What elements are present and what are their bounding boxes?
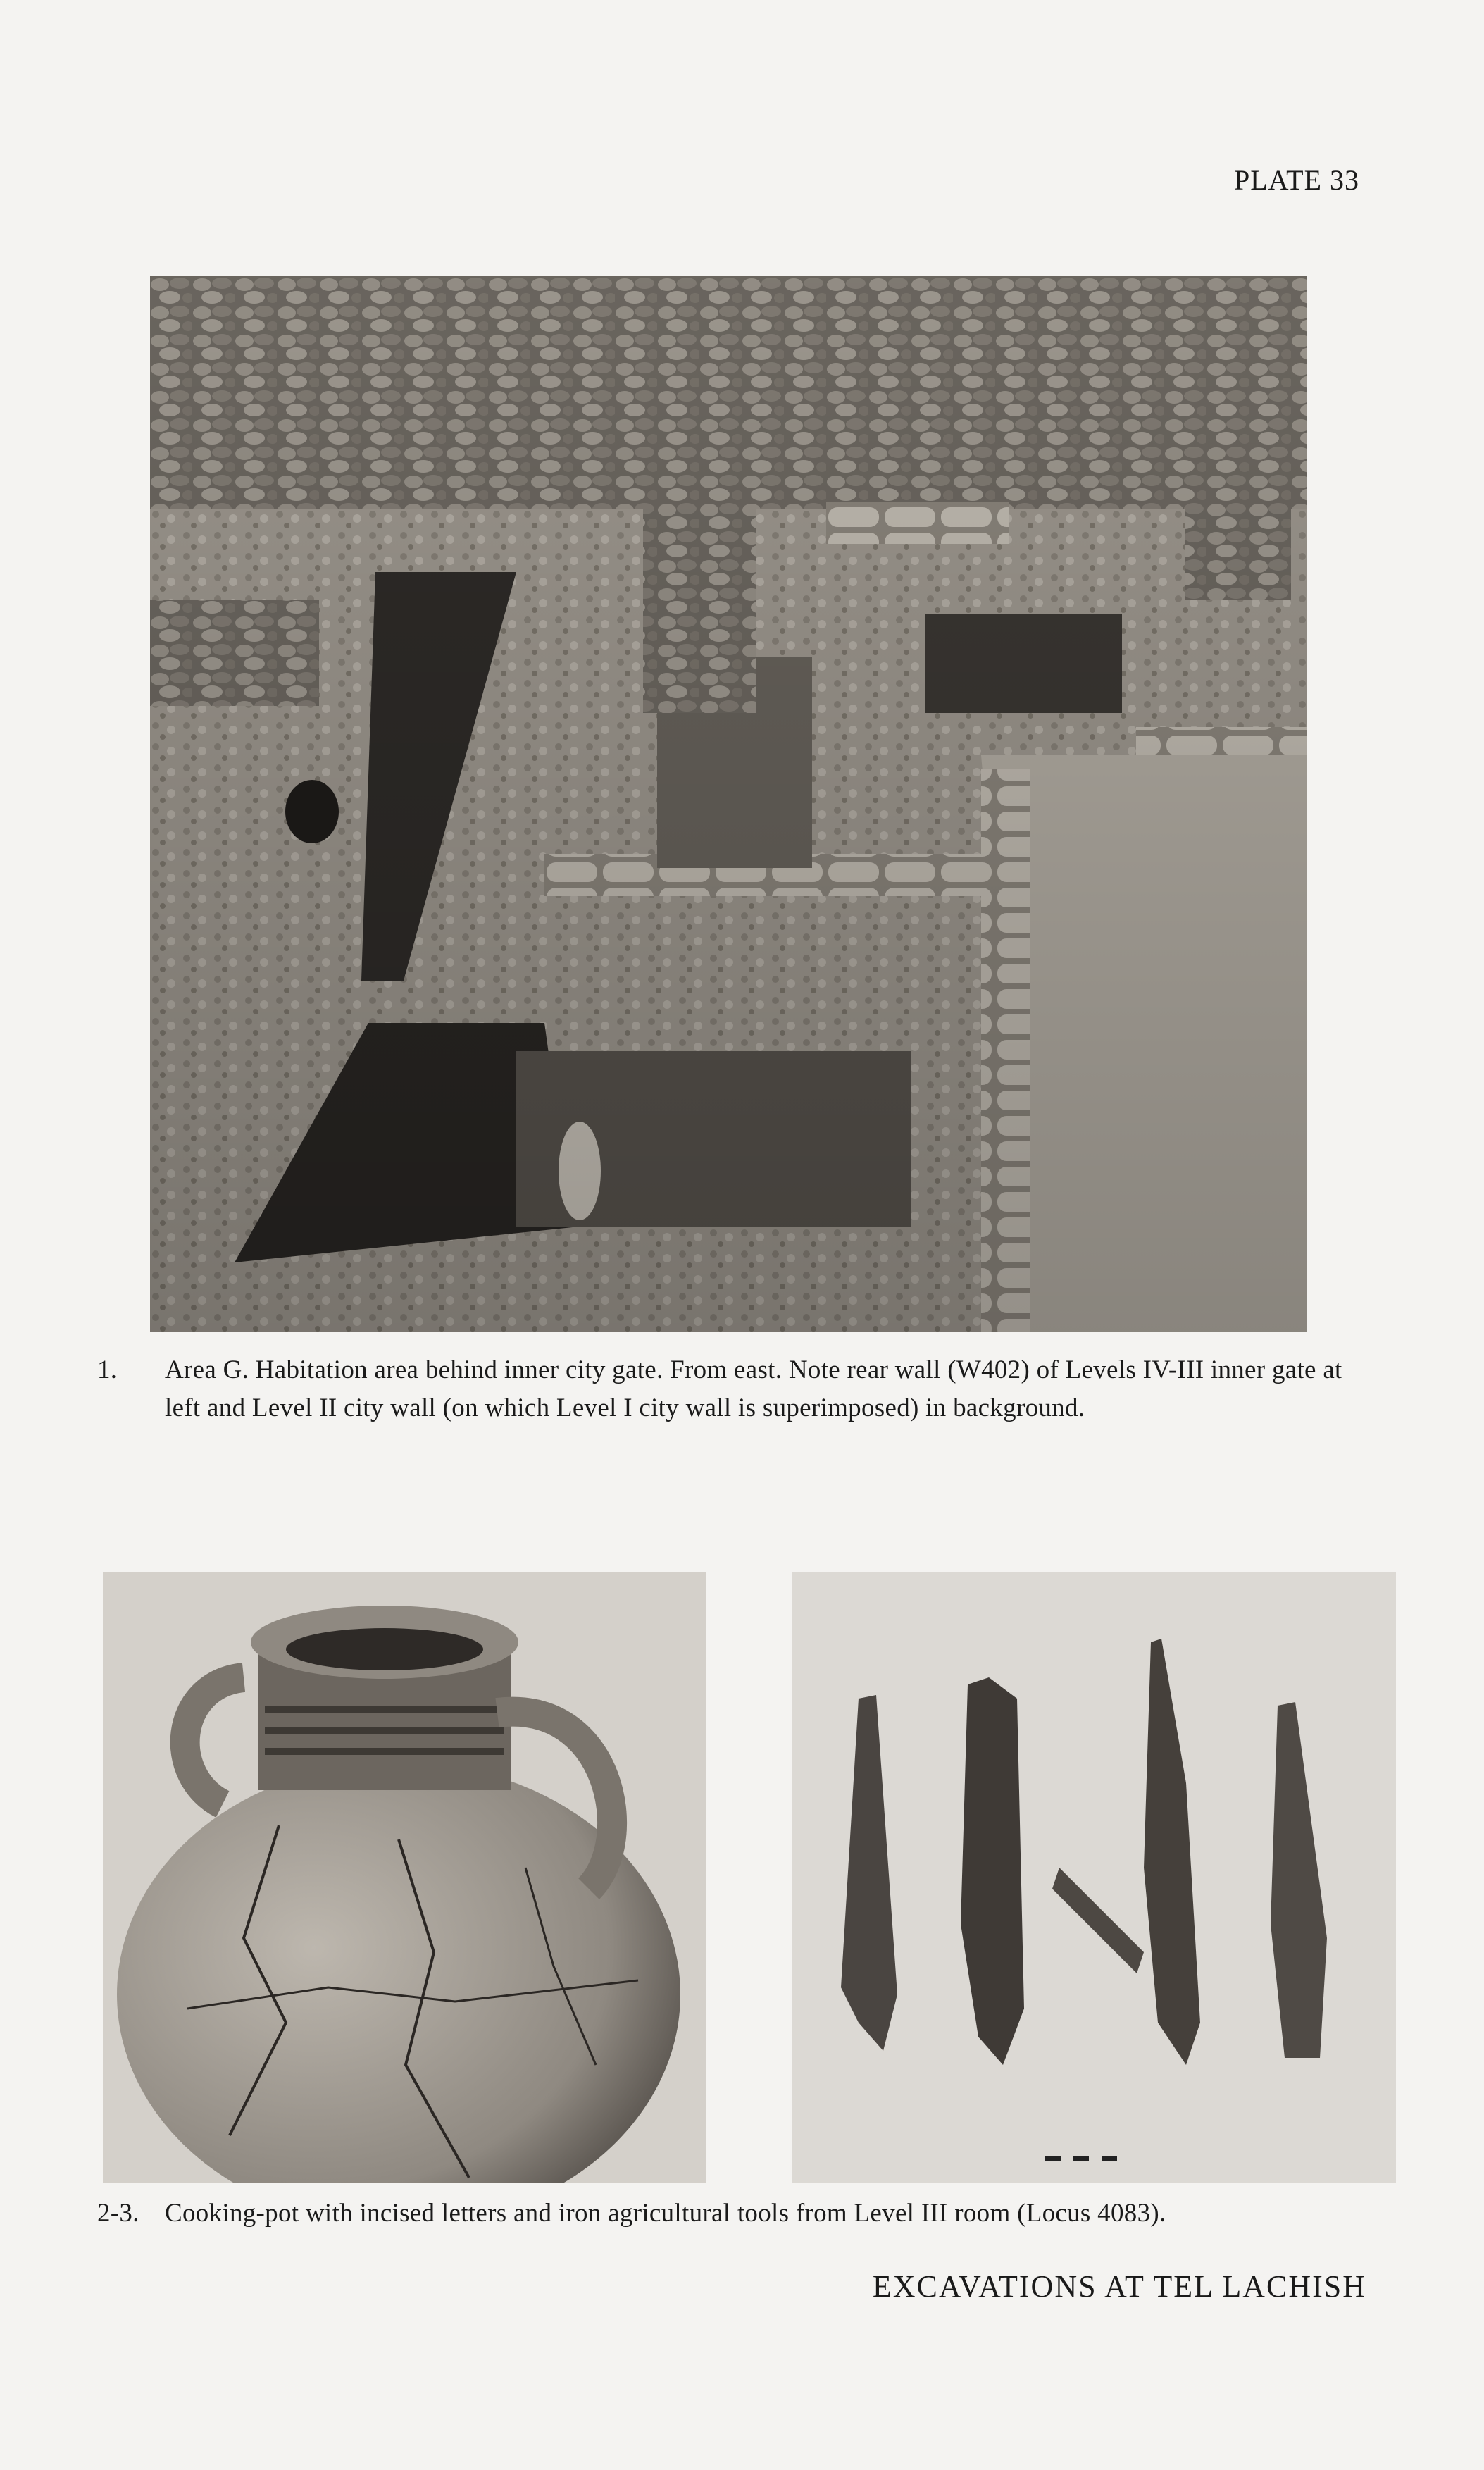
figure1-caption <box>97 1351 1379 1429</box>
figure2-3-caption <box>97 2195 1379 2234</box>
plate-label: PLATE 33 <box>1234 164 1359 196</box>
figure1-number: 1. <box>97 1355 118 1384</box>
book-title: EXCAVATIONS AT TEL LACHISH <box>872 2269 1366 2304</box>
figure2-3-caption-text: Cooking-pot with incised letters and iron agricultural tools from Level III room (Locus 4083). <box>165 2199 1166 2228</box>
figure2-3-number: 2-3. <box>97 2199 139 2228</box>
cooking-pot-photo <box>103 1572 706 2183</box>
excavation-photo <box>150 276 1307 1332</box>
figure1-caption-text: Area G. Habitation area behind inner city gate. From east. Note rear wall (W402) of Levels IV-III inner gate at left and Level II city wall (on which Level I city wall is superimposed) in background. <box>165 1355 1342 1422</box>
iron-tools-photo <box>792 1572 1396 2183</box>
